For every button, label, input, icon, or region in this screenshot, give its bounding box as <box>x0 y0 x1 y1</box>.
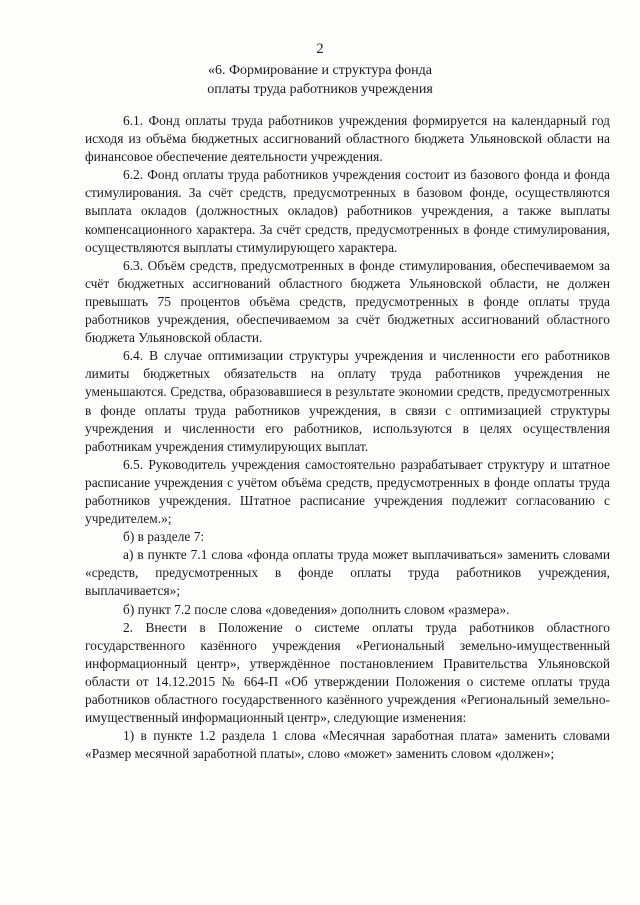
paragraph-6-1: 6.1. Фонд оплаты труда работников учреждения формируется на календарный год исходя из объёма бюджетных ассигнований областного бюджета Ульяновской области на финансовое обеспечение деятельности учреждения. <box>85 113 610 165</box>
section-heading-line-1: «6. Формирование и структура фонда <box>207 63 432 78</box>
section-heading-line-2: оплаты труда работников учреждения <box>207 82 433 97</box>
page-number: 2 <box>316 41 324 57</box>
paragraph-6-2: 6.2. Фонд оплаты труда работников учреждения состоит из базового фонда и фонда стимулирования. За счёт средств, предусмотренных в базовом фонде, осуществляются выплата окладов (должностных окладов) работников учреждения, а также выплаты компенсационного характера. За счёт средств, предусмотренных в фонде стимулирования, осуществляются выплаты стимулирующего характера. <box>85 167 610 255</box>
document-body <box>85 112 610 763</box>
paragraph-7-2-change: б) пункт 7.2 после слова «доведения» дополнить словом «размера». <box>123 601 510 617</box>
paragraph-6-3: 6.3. Объём средств, предусмотренных в фонде стимулирования, обеспечиваемом за счёт бюджетных ассигнований областного бюджета Ульяновской области, не должен превышать 75 процентов объёма средств, предусмотренных в фонде оплаты труда работников учреждения, обеспечиваемом за счёт бюджетных ассигнований областного бюджета Ульяновской области. <box>85 257 610 346</box>
paragraph-6-5: 6.5. Руководитель учреждения самостоятельно разрабатывает структуру и штатное расписание учреждения с учётом объёма средств, предусмотренных в фонде оплаты труда работников учреждения. Штатное расписание учреждения подлежит согласованию с учредителем.»; <box>85 456 610 527</box>
paragraph-item-2-1: 1) в пункте 1.2 раздела 1 слова «Месячная заработная плата» заменить словами «Размер месячной заработной платы», слово «может» заменить словом «должен»; <box>85 728 610 762</box>
paragraph-item-2: 2. Внести в Положение о системе оплаты труда работников областного государственного казённого учреждения «Региональный земельно-имущественный информационный центр», утверждённое постановлением Правительства Ульяновской области от 14.12.2015 № 664-П «Об утверждении Положения о системе оплаты труда работников областного государственного казённого учреждения «Региональный земельно-имущественный информационный центр», следующие изменения: <box>85 619 610 726</box>
paragraph-7-1-change: а) в пункте 7.1 слова «фонда оплаты труда может выплачиваться» заменить словами «средств, предусмотренных в фонде оплаты труда работников учреждения, выплачивается»; <box>85 547 610 599</box>
paragraph-6-4: 6.4. В случае оптимизации структуры учреждения и численности его работников лимиты бюджетных обязательств на оплату труда работников учреждения не уменьшаются. Средства, образовавшиеся в результате экономии средств, предусмотренных в фонде оплаты труда работников учреждения, в связи с оптимизацией структуры учреждения и численности его работников, используются в целях осуществления работникам учреждения стимулирующих выплат. <box>85 348 610 454</box>
section-heading <box>40 61 600 99</box>
paragraph-section-7: б) в разделе 7: <box>123 529 205 545</box>
